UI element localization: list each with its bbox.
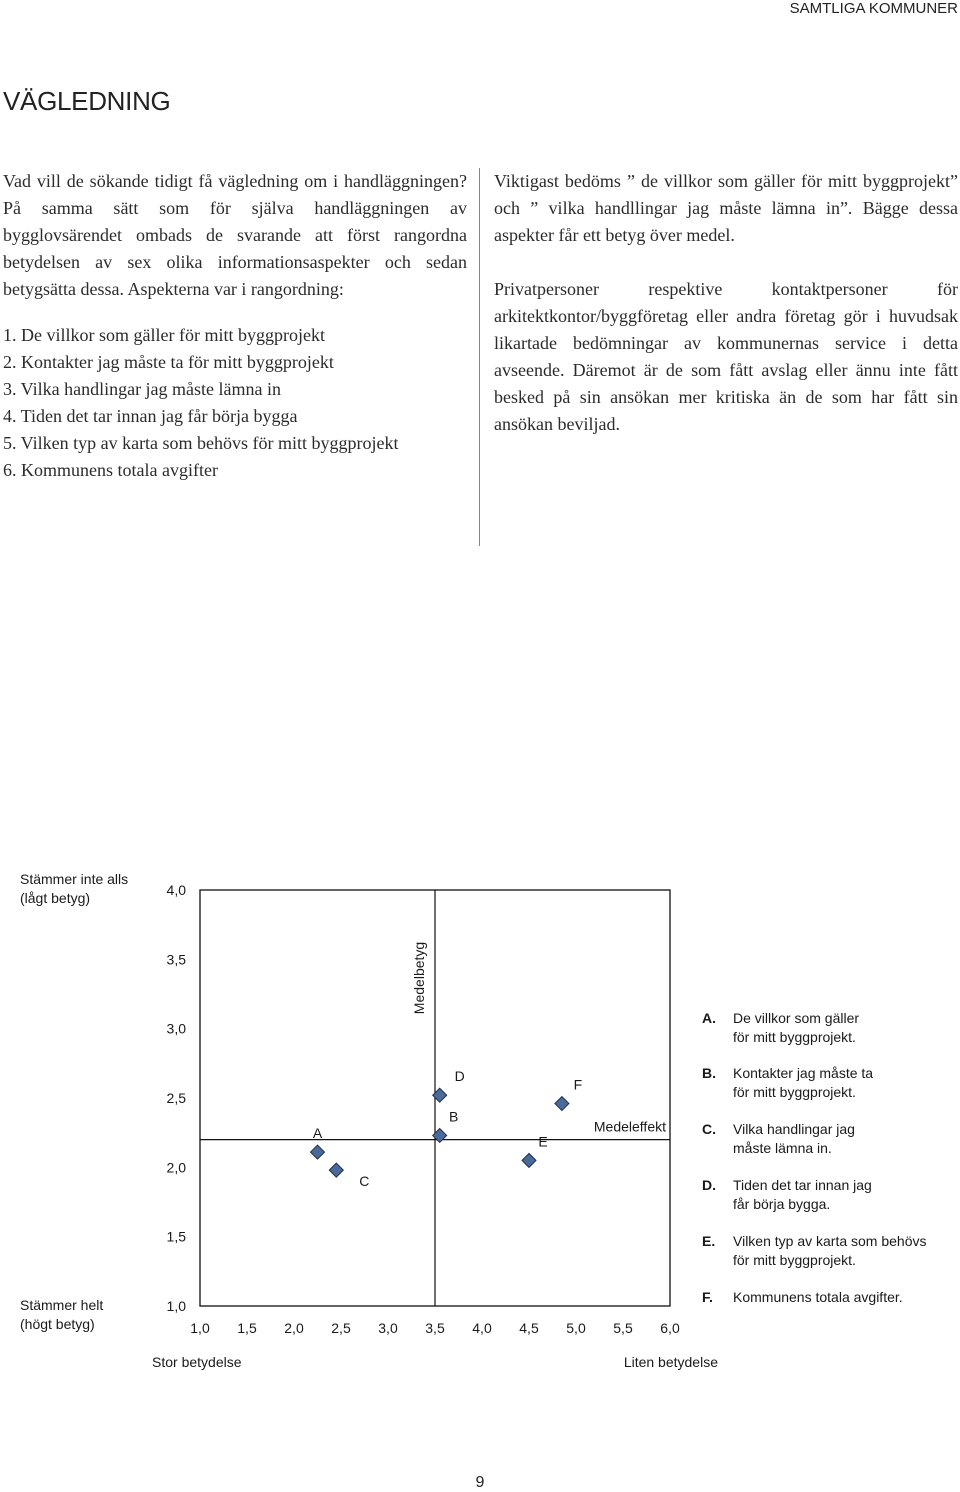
right-paragraph-2: Privatpersoner respektive kontaktpersoner för arkitektkontor/byggföretag eller andra företag gör i huvudsak likartade bedömningar av kommunernas service i detta avseende. Däremot är de som fått avslag eller ännu inte fått besked på sin ansökan mer kritiska än de som har fått sin ansökan beviljad. [494,279,958,434]
legend-text: för mitt byggprojekt. [733,1029,856,1045]
x-tick-label: 5,0 [566,1320,586,1336]
legend-text: De villkor som gäller [733,1010,860,1026]
legend-key: C. [702,1121,716,1137]
aspect-item: 4. Tiden det tar innan jag får börja bygga [3,406,298,426]
right-column [494,168,958,438]
reference-label-vertical: Medelbetyg [411,941,427,1015]
data-point-f [555,1097,569,1111]
aspect-item: 2. Kontakter jag måste ta för mitt byggprojekt [3,352,334,372]
point-label: E [538,1133,548,1150]
column-divider [479,168,480,546]
left-column [3,168,467,484]
y-tick-label: 2,0 [166,1159,186,1176]
legend-key: A. [702,1010,716,1026]
legend-key: F. [702,1289,713,1305]
y-tick-label: 3,0 [166,1020,186,1037]
data-point-e [522,1153,536,1167]
y-tick-label: 3,5 [166,951,186,968]
y-bottom-label: Stämmer helt [20,1297,104,1313]
x-tick-label: 2,5 [331,1320,351,1336]
legend-text: för mitt byggprojekt. [733,1252,856,1268]
data-point-a [311,1145,325,1159]
legend-text: för mitt byggprojekt. [733,1084,856,1100]
point-label: D [454,1068,465,1085]
data-point-c [329,1163,343,1177]
x-tick-label: 3,5 [425,1320,445,1336]
reference-label-horizontal: Medeleffekt [593,1118,666,1135]
page-number: 9 [475,1474,485,1491]
legend-key: E. [702,1233,716,1249]
point-label: A [312,1125,323,1142]
point-label: C [359,1173,370,1190]
y-tick-label: 1,0 [166,1298,186,1314]
legend-text: måste lämna in. [733,1140,832,1156]
intro-paragraph: Vad vill de sökande tidigt få vägledning om i handläggningen? På samma sätt som för själva handläggningen av bygglovsärendet ombads de svarande att först rangordna betydelsen av sex olika informationsaspekter och sedan betygsätta dessa. Aspekterna var i rangordning: [3,171,467,299]
legend-text: Vilken typ av karta som behövs [733,1233,927,1249]
aspect-item: 5. Vilken typ av karta som behövs för mitt byggprojekt [3,433,399,453]
header-label: SAMTLIGA KOMMUNER [789,0,958,17]
x-tick-label: 1,5 [237,1320,257,1336]
x-tick-label: 1,0 [190,1320,210,1336]
legend-text: Kontakter jag måste ta [733,1065,874,1081]
y-tick-label: 4,0 [166,882,186,898]
point-label: F [573,1076,583,1093]
right-paragraph-1: Viktigast bedöms ” de villkor som gäller för mitt byggprojekt” och ” vilka handllingar jag måste lämna in”. Bägge dessa aspekter får ett betyg över medel. [494,171,958,245]
x-tick-label: 2,0 [284,1320,304,1336]
y-bottom-label: (högt betyg) [20,1316,95,1332]
x-tick-label: 3,0 [378,1320,398,1336]
legend-key: B. [702,1065,716,1081]
aspect-item: 3. Vilka handlingar jag måste lämna in [3,379,282,399]
x-tick-label: 4,5 [519,1320,539,1336]
x-left-label: Stor betydelse [152,1354,242,1370]
y-tick-label: 1,5 [166,1228,186,1245]
legend-key: D. [702,1177,716,1193]
legend-text: Tiden det tar innan jag [733,1177,872,1193]
x-tick-label: 4,0 [472,1320,492,1336]
legend-text: Kommunens totala avgifter. [733,1289,903,1305]
x-right-label: Liten betydelse [623,1354,718,1370]
x-tick-label: 5,5 [613,1320,633,1336]
legend-text: Vilka handlingar jag [733,1121,855,1137]
y-tick-label: 2,5 [166,1090,186,1106]
aspect-item: 1. De villkor som gäller för mitt byggprojekt [3,325,325,345]
y-top-label: (lågt betyg) [20,890,91,906]
aspect-item: 6. Kommunens totala avgifter [3,460,218,480]
page-title: VÄGLEDNING [3,86,171,116]
legend-text: får börja bygga. [733,1196,831,1212]
x-tick-label: 6,0 [660,1320,680,1336]
point-label: B [449,1108,459,1125]
scatter-chart [0,860,960,1380]
aspect-list [3,322,467,484]
y-top-label: Stämmer inte alls [20,871,129,887]
